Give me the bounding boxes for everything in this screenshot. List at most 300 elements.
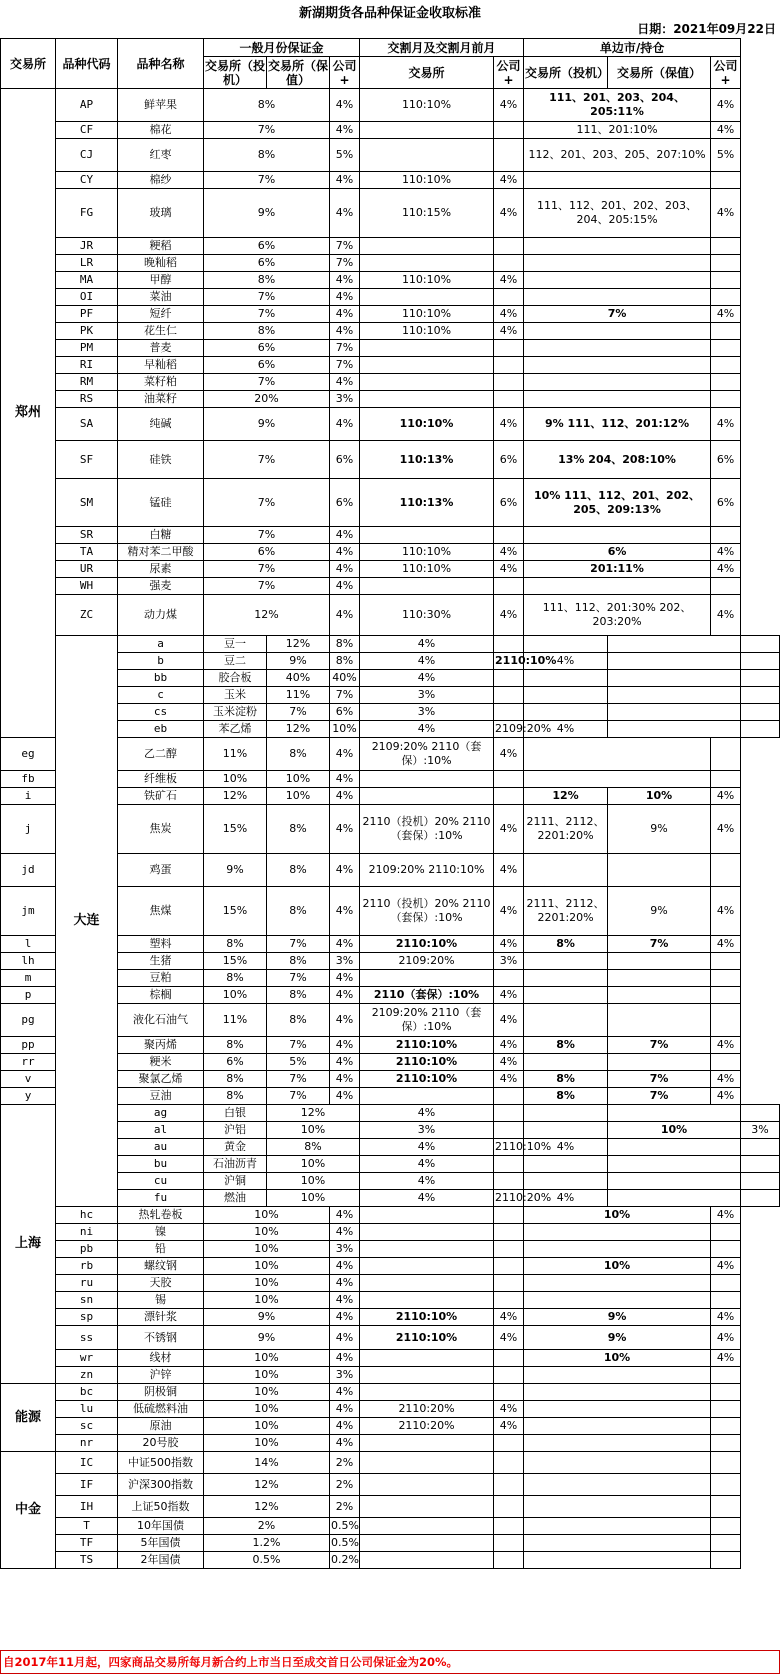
general-hedge-cell: 10% [267, 788, 330, 805]
general-company-cell: 4% [330, 1418, 360, 1435]
unilateral-spec-cell [524, 854, 608, 887]
delivery-cell: 110:10% [360, 172, 494, 189]
table-row [1, 357, 780, 374]
header-unilateral-company: 公司+ [711, 57, 741, 89]
unilateral-company-cell [741, 704, 780, 721]
general-company-cell: 4% [330, 306, 360, 323]
delivery-company-cell [494, 771, 524, 788]
general-company-cell: 4% [330, 172, 360, 189]
delivery-company-cell: 4% [494, 323, 524, 340]
table-row [1, 1122, 780, 1139]
delivery-cell [360, 1224, 494, 1241]
unilateral-spec-cell: 12% [524, 788, 608, 805]
table-row [1, 323, 780, 340]
delivery-company-cell [494, 1350, 524, 1367]
general-hedge-cell: 7% [267, 970, 330, 987]
unilateral-company-cell [711, 391, 741, 408]
header-unilateral-spec: 交易所（投机） [524, 57, 608, 89]
general-margin-cell: 10% [204, 1435, 330, 1452]
general-hedge-cell: 8% [330, 636, 360, 653]
delivery-cell: 110:10% [360, 544, 494, 561]
unilateral-company-cell: 4% [711, 1088, 741, 1105]
general-spec-cell: 40% [267, 670, 330, 687]
general-margin-cell: 6% [204, 255, 330, 272]
delivery-cell [360, 289, 494, 306]
delivery-cell: 2109:20% 2110:10% [360, 854, 494, 887]
unilateral-company-cell [741, 1156, 780, 1173]
general-hedge-cell: 8% [267, 953, 330, 970]
table-row [1, 887, 780, 936]
table-row [1, 653, 780, 670]
general-company-cell: 6% [330, 441, 360, 479]
code-cell: TF [56, 1535, 118, 1552]
header-exchange: 交易所 [1, 39, 56, 89]
delivery-cell: 2110:20% [494, 1190, 524, 1207]
name-cell: 强麦 [118, 578, 204, 595]
general-company-cell: 2% [330, 1474, 360, 1496]
delivery-company-cell [494, 1435, 524, 1452]
unilateral-company-cell: 4% [711, 1258, 741, 1275]
unilateral-company-cell [741, 687, 780, 704]
delivery-company-cell: 4% [494, 306, 524, 323]
code-cell: ss [56, 1326, 118, 1350]
general-margin-cell: 10% [204, 1367, 330, 1384]
header-unilateral-hedge: 交易所（保值） [608, 57, 711, 89]
general-margin-cell: 8% [204, 272, 330, 289]
delivery-company-cell: 4% [524, 1139, 608, 1156]
general-margin-cell: 6% [204, 544, 330, 561]
unilateral-cell [524, 578, 711, 595]
general-margin-cell: 1.2% [204, 1535, 330, 1552]
delivery-cell [360, 1552, 494, 1569]
unilateral-company-cell [711, 172, 741, 189]
delivery-company-cell [494, 374, 524, 391]
unilateral-company-cell [711, 374, 741, 391]
name-cell: 棉纱 [118, 172, 204, 189]
name-cell: 苯乙烯 [204, 721, 267, 738]
table-row [1, 788, 780, 805]
delivery-cell: 2110:10% [494, 653, 524, 670]
name-cell: 动力煤 [118, 595, 204, 636]
delivery-cell [360, 1518, 494, 1535]
unilateral-spec-cell: 2111、2112、2201:20% [524, 805, 608, 854]
delivery-company-cell [494, 357, 524, 374]
general-company-cell: 4% [360, 670, 494, 687]
date-label: 日期：2021年09月22日 [637, 22, 776, 36]
general-company-cell: 4% [330, 1037, 360, 1054]
table-row [1, 738, 780, 771]
general-hedge-cell: 8% [267, 805, 330, 854]
code-cell: PM [56, 340, 118, 357]
general-margin-cell: 8% [204, 139, 330, 172]
general-spec-cell: 12% [267, 636, 330, 653]
code-cell: fb [1, 771, 56, 788]
delivery-company-cell [494, 139, 524, 172]
general-company-cell: 2% [330, 1452, 360, 1474]
delivery-cell: 2109:20% 2110（套保）:10% [360, 738, 494, 771]
general-company-cell: 4% [330, 788, 360, 805]
unilateral-cell [524, 1552, 711, 1569]
unilateral-company-cell [741, 721, 780, 738]
table-row [1, 479, 780, 527]
name-cell: 2年国债 [118, 1552, 204, 1569]
delivery-company-cell: 4% [494, 1071, 524, 1088]
general-company-cell: 0.5% [330, 1518, 360, 1535]
header-general-company: 公司+ [330, 57, 360, 89]
delivery-company-cell: 4% [494, 561, 524, 578]
table-row [1, 1275, 780, 1292]
code-cell: rb [56, 1258, 118, 1275]
table-row [1, 970, 780, 987]
name-cell: 不锈钢 [118, 1326, 204, 1350]
unilateral-cell [524, 1367, 711, 1384]
unilateral-cell [524, 238, 711, 255]
delivery-company-cell: 4% [494, 1054, 524, 1071]
table-row [1, 721, 780, 738]
general-company-cell: 4% [360, 1156, 494, 1173]
delivery-cell: 2110（套保）:10% [360, 987, 494, 1004]
table-row [1, 1088, 780, 1105]
unilateral-cell: 10% [524, 1207, 711, 1224]
name-cell: 普麦 [118, 340, 204, 357]
name-cell: 玉米淀粉 [204, 704, 267, 721]
table-row [1, 1350, 780, 1367]
delivery-cell [494, 704, 524, 721]
unilateral-cell [524, 1535, 711, 1552]
code-cell: m [1, 970, 56, 987]
general-company-cell: 3% [330, 1241, 360, 1258]
delivery-cell: 2110（投机）20% 2110（套保）:10% [360, 805, 494, 854]
general-margin-cell: 10% [267, 1122, 360, 1139]
general-margin-cell: 8% [204, 89, 330, 122]
delivery-cell: 110:10% [360, 306, 494, 323]
name-cell: 精对苯二甲酸 [118, 544, 204, 561]
delivery-company-cell: 6% [494, 479, 524, 527]
general-hedge-cell: 8% [267, 1004, 330, 1037]
delivery-company-cell [524, 636, 608, 653]
unilateral-cell [524, 323, 711, 340]
code-cell: c [118, 687, 204, 704]
general-company-cell: 3% [330, 1367, 360, 1384]
delivery-cell [494, 1173, 524, 1190]
delivery-cell [494, 687, 524, 704]
general-company-cell: 4% [330, 89, 360, 122]
general-margin-cell: 10% [204, 1241, 330, 1258]
unilateral-company-cell [741, 636, 780, 653]
general-margin-cell: 7% [204, 578, 330, 595]
table-row [1, 1518, 780, 1535]
code-cell: IF [56, 1474, 118, 1496]
general-margin-cell: 6% [204, 238, 330, 255]
delivery-cell: 2110（投机）20% 2110（套保）:10% [360, 887, 494, 936]
code-cell: PK [56, 323, 118, 340]
code-cell: CY [56, 172, 118, 189]
unilateral-cell: 111、112、201:30% 202、203:20% [524, 595, 711, 636]
name-cell: 铁矿石 [118, 788, 204, 805]
code-cell: ru [56, 1275, 118, 1292]
code-cell: SR [56, 527, 118, 544]
delivery-company-cell: 4% [494, 89, 524, 122]
general-company-cell: 4% [330, 1258, 360, 1275]
delivery-company-cell [494, 1474, 524, 1496]
general-margin-cell: 12% [204, 1474, 330, 1496]
delivery-company-cell: 4% [494, 172, 524, 189]
unilateral-cell [524, 738, 711, 771]
unilateral-hedge-cell: 7% [608, 936, 711, 953]
name-cell: 铅 [118, 1241, 204, 1258]
delivery-company-cell [494, 1518, 524, 1535]
general-company-cell: 6% [330, 479, 360, 527]
delivery-company-cell: 4% [494, 1418, 524, 1435]
code-cell: PF [56, 306, 118, 323]
unilateral-cell [524, 340, 711, 357]
general-company-cell: 4% [330, 1384, 360, 1401]
general-margin-cell: 10% [267, 1190, 360, 1207]
general-margin-cell: 9% [204, 408, 330, 441]
delivery-cell: 110:10% [360, 89, 494, 122]
unilateral-company-cell [711, 1292, 741, 1309]
general-margin-cell: 7% [204, 306, 330, 323]
code-cell: pp [1, 1037, 56, 1054]
code-cell: IC [56, 1452, 118, 1474]
unilateral-company-cell [711, 1275, 741, 1292]
table-row [1, 1496, 780, 1518]
delivery-company-cell [494, 1552, 524, 1569]
header-unilateral: 单边市/持仓 [524, 39, 741, 57]
unilateral-cell: 201:11% [524, 561, 711, 578]
general-hedge-cell: 7% [330, 687, 360, 704]
table-row [1, 1241, 780, 1258]
unilateral-cell [524, 391, 711, 408]
table-row [1, 805, 780, 854]
general-company-cell: 4% [330, 1207, 360, 1224]
unilateral-company-cell: 4% [711, 1071, 741, 1088]
delivery-company-cell: 4% [524, 1190, 608, 1207]
unilateral-spec-cell [524, 1054, 608, 1071]
code-cell: nr [56, 1435, 118, 1452]
unilateral-cell [608, 1105, 741, 1122]
general-company-cell: 4% [330, 408, 360, 441]
unilateral-cell: 9% 111、112、201:12% [524, 408, 711, 441]
unilateral-cell: 111、201、203、204、205:11% [524, 89, 711, 122]
name-cell: 焦煤 [118, 887, 204, 936]
delivery-cell: 110:30% [360, 595, 494, 636]
header-general-hedge: 交易所（保值） [268, 58, 329, 87]
delivery-cell [360, 527, 494, 544]
name-cell: 焦炭 [118, 805, 204, 854]
general-spec-cell: 7% [267, 704, 330, 721]
table-row [1, 1435, 780, 1452]
table-row [1, 1071, 780, 1088]
general-hedge-cell: 40% [330, 670, 360, 687]
code-cell: jm [1, 887, 56, 936]
table-row [1, 1292, 780, 1309]
general-company-cell: 4% [330, 1054, 360, 1071]
name-cell: 豆粕 [118, 970, 204, 987]
unilateral-company-cell: 6% [711, 479, 741, 527]
unilateral-company-cell [741, 1173, 780, 1190]
general-company-cell: 4% [330, 771, 360, 788]
unilateral-cell [608, 1173, 741, 1190]
exchange-cell: 上海 [1, 1105, 56, 1384]
delivery-cell: 110:13% [360, 479, 494, 527]
general-margin-cell: 7% [204, 561, 330, 578]
unilateral-spec-cell: 8% [524, 1037, 608, 1054]
general-margin-cell: 10% [204, 1350, 330, 1367]
general-company-cell: 4% [330, 561, 360, 578]
unilateral-company-cell: 4% [711, 544, 741, 561]
delivery-company-cell [524, 670, 608, 687]
header-name: 品种名称 [118, 39, 204, 89]
delivery-cell: 2110:10% [360, 1326, 494, 1350]
general-company-cell: 4% [330, 1350, 360, 1367]
delivery-company-cell: 4% [494, 408, 524, 441]
delivery-company-cell: 3% [494, 953, 524, 970]
name-cell: 低硫燃料油 [118, 1401, 204, 1418]
general-margin-cell: 9% [204, 1326, 330, 1350]
delivery-company-cell [524, 1122, 608, 1139]
table-row [1, 1535, 780, 1552]
general-company-cell: 4% [330, 595, 360, 636]
general-company-cell: 4% [330, 738, 360, 771]
general-margin-cell: 9% [204, 189, 330, 238]
name-cell: 白银 [204, 1105, 267, 1122]
table-row [1, 1037, 780, 1054]
name-cell: 20号胶 [118, 1435, 204, 1452]
delivery-company-cell [494, 1496, 524, 1518]
general-spec-cell: 6% [204, 1054, 267, 1071]
unilateral-spec-cell: 8% [524, 1088, 608, 1105]
delivery-company-cell [494, 1384, 524, 1401]
general-company-cell: 4% [330, 854, 360, 887]
general-company-cell: 4% [330, 578, 360, 595]
delivery-company-cell [494, 1207, 524, 1224]
unilateral-cell [524, 771, 711, 788]
code-cell: SA [56, 408, 118, 441]
code-cell: a [118, 636, 204, 653]
general-margin-cell: 7% [204, 441, 330, 479]
table-row [1, 544, 780, 561]
delivery-company-cell [494, 970, 524, 987]
name-cell: 黄金 [204, 1139, 267, 1156]
general-spec-cell: 12% [267, 721, 330, 738]
unilateral-cell [524, 357, 711, 374]
unilateral-company-cell: 4% [711, 1309, 741, 1326]
name-cell: 硅铁 [118, 441, 204, 479]
general-margin-cell: 10% [267, 1156, 360, 1173]
code-cell: v [1, 1071, 56, 1088]
unilateral-cell: 9% [524, 1326, 711, 1350]
name-cell: 线材 [118, 1350, 204, 1367]
general-margin-cell: 7% [204, 374, 330, 391]
name-cell: 豆二 [204, 653, 267, 670]
table-row [1, 854, 780, 887]
code-cell: wr [56, 1350, 118, 1367]
general-company-cell: 4% [360, 636, 494, 653]
general-margin-cell: 10% [204, 1384, 330, 1401]
header-delivery: 交割月及交割月前月 [360, 39, 524, 57]
unilateral-company-cell: 5% [711, 139, 741, 172]
delivery-company-cell: 4% [494, 805, 524, 854]
code-cell: y [1, 1088, 56, 1105]
name-cell: 石油沥青 [204, 1156, 267, 1173]
name-cell: 晚籼稻 [118, 255, 204, 272]
delivery-cell: 2110:10% [360, 1309, 494, 1326]
name-cell: 红枣 [118, 139, 204, 172]
table-row [1, 1224, 780, 1241]
general-company-cell: 7% [330, 255, 360, 272]
delivery-cell: 2110:10% [360, 936, 494, 953]
code-cell: bb [118, 670, 204, 687]
table-row [1, 1258, 780, 1275]
code-cell: RS [56, 391, 118, 408]
general-company-cell: 4% [330, 272, 360, 289]
unilateral-cell: 111、201:10% [524, 122, 711, 139]
general-company-cell: 3% [360, 1122, 494, 1139]
table-row [1, 1474, 780, 1496]
general-company-cell: 4% [330, 805, 360, 854]
unilateral-company-cell [711, 1496, 741, 1518]
unilateral-company-cell: 4% [711, 805, 741, 854]
general-spec-cell: 8% [204, 1088, 267, 1105]
unilateral-company-cell: 6% [711, 441, 741, 479]
code-cell: rr [1, 1054, 56, 1071]
code-cell: SF [56, 441, 118, 479]
unilateral-company-cell: 4% [711, 887, 741, 936]
name-cell: 上证50指数 [118, 1496, 204, 1518]
general-hedge-cell: 10% [267, 771, 330, 788]
general-company-cell: 7% [330, 238, 360, 255]
general-margin-cell: 10% [204, 1292, 330, 1309]
general-spec-cell: 9% [267, 653, 330, 670]
code-cell: i [1, 788, 56, 805]
unilateral-company-cell [711, 1004, 741, 1037]
general-margin-cell: 10% [204, 1275, 330, 1292]
general-spec-cell: 10% [204, 987, 267, 1004]
unilateral-company-cell [711, 771, 741, 788]
name-cell: 锡 [118, 1292, 204, 1309]
name-cell: 尿素 [118, 561, 204, 578]
unilateral-company-cell [711, 357, 741, 374]
unilateral-cell [524, 1241, 711, 1258]
delivery-company-cell [494, 1258, 524, 1275]
header-delivery-company: 公司+ [494, 57, 524, 89]
general-company-cell: 3% [360, 704, 494, 721]
general-spec-cell: 12% [204, 788, 267, 805]
unilateral-company-cell: 4% [711, 1207, 741, 1224]
unilateral-hedge-cell [608, 970, 711, 987]
delivery-cell [360, 1350, 494, 1367]
table-row [1, 953, 780, 970]
delivery-cell [360, 1435, 494, 1452]
delivery-cell [360, 1496, 494, 1518]
unilateral-cell [524, 1292, 711, 1309]
name-cell: 沪铜 [204, 1173, 267, 1190]
unilateral-company-cell [711, 1552, 741, 1569]
unilateral-company-cell [741, 1139, 780, 1156]
delivery-company-cell [494, 122, 524, 139]
delivery-cell [360, 391, 494, 408]
unilateral-company-cell [711, 738, 741, 771]
delivery-cell [360, 238, 494, 255]
unilateral-company-cell [711, 289, 741, 306]
name-cell: 塑料 [118, 936, 204, 953]
table-row [1, 1552, 780, 1569]
general-margin-cell: 12% [204, 595, 330, 636]
general-company-cell: 4% [330, 1071, 360, 1088]
unilateral-company-cell: 4% [711, 1350, 741, 1367]
general-margin-cell: 6% [204, 357, 330, 374]
